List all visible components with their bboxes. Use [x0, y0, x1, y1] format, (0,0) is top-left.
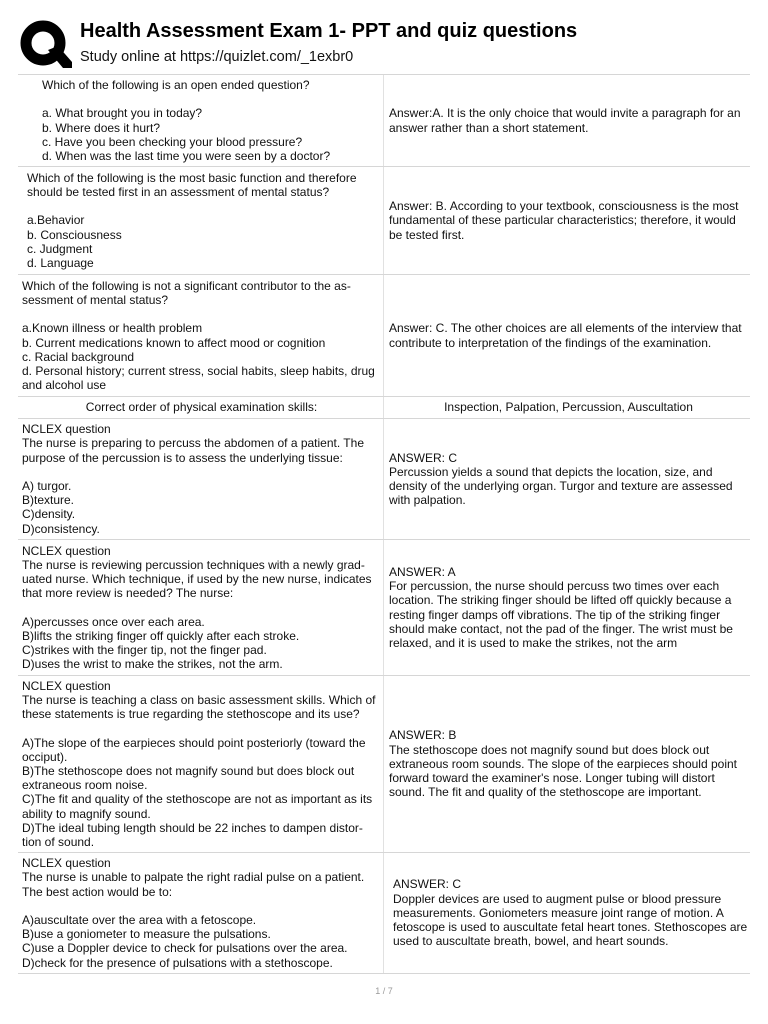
flashcard-term: NCLEX question The nurse is preparing to percuss the abdomen of a patient. The purpose of the percussion is to assess the underlying tissue: A) turgor. B)texture. C)density. D)consistency. — [18, 419, 384, 539]
flashcard-term: Which of the following is the most basic function and therefore should be tested first in an assessment of mental status? a.Behavior b. Consciousness c. Judgment d. Language — [18, 167, 384, 274]
flashcard-row — [18, 274, 750, 396]
flashcard-definition: ANSWER: C Doppler devices are used to augment pulse or blood pressure measurements. Goniometers measure joint range of motion. A fetoscope is used to auscultate fetal heart tones. Stethoscopes are used to auscultate breath, bowel, and heart sounds. — [393, 877, 748, 949]
flashcard-term: NCLEX question The nurse is unable to palpate the right radial pulse on a patient. The best action would be to: A)auscultate over the area with a fetoscope. B)use a goniometer to measure the pulsations. C)use a Doppler device to check for pulsations over the area. D)check for the presence of pulsations with a stethoscope. — [18, 853, 384, 973]
flashcard-definition: Answer: B. According to your textbook, consciousness is the most fundamental of these particular characteristics; therefore, it would be tested first. — [389, 199, 742, 242]
page-indicator: 1 / 7 — [375, 986, 393, 996]
flashcard-row — [18, 675, 750, 852]
flashcard-term: Correct order of physical examination skills: — [18, 397, 384, 418]
flashcard-definition: Answer:A. It is the only choice that would invite a paragraph for an answer rather than a short statement. — [389, 106, 744, 135]
flashcard-definition: Answer: C. The other choices are all elements of the interview that contribute to interpretation of the findings of the examination. — [389, 321, 745, 350]
flashcard-definition: Inspection, Palpation, Percussion, Auscultation — [444, 400, 693, 415]
document-header — [0, 0, 768, 74]
flashcard-term: Which of the following is an open ended question? a. What brought you in today? b. Where does it hurt? c. Have you been checking your blood pressure? d. When was the last time you were seen by a doctor? — [18, 75, 384, 166]
flashcard-definition: ANSWER: B The stethoscope does not magnify sound but does block out extraneous room sounds. The slope of the earpieces should point forward toward the examiner's nose. Longer tubing will distort sound. The fit and quality of the stethoscope are important. — [389, 728, 737, 800]
flashcard-term: NCLEX question The nurse is reviewing percussion techniques with a newly grad-uated nurse. Which technique, if used by the new nurse, indicates that more review is needed? The nurse: A)percusses once over each area. B)lifts the striking finger off quickly after each stroke. C)strikes with the finger tip, not the finger pad. D)uses the wrist to make the strikes, not the arm. — [18, 540, 384, 675]
flashcard-row — [18, 539, 750, 675]
document-title: Health Assessment Exam 1- PPT and quiz questions — [80, 20, 578, 42]
flashcard-term: Which of the following is not a significant contributor to the as-sessment of mental status? a.Known illness or health problem b. Current medications known to affect mood or cognition c. Racial background d. Personal history; current stress, social habits, sleep habits, drug and alcohol use — [18, 275, 384, 396]
flashcard-definition: ANSWER: A For percussion, the nurse should percuss two times over each location. The striking finger should be lifted off quickly because a resting finger damps off vibrations. The tip of the striking finger should make contact, not the pad of the finger. The wrist must be relaxed, and it is used to make the strikes, not the arm — [389, 564, 733, 650]
flashcard-row — [18, 166, 750, 274]
flashcard-row — [18, 396, 750, 418]
flashcard-term: NCLEX question The nurse is teaching a class on basic assessment skills. Which of these statements is true regarding the stethoscope and its use? A)The slope of the earpieces should point posteriorly (toward the occiput). B)The stethoscope does not magnify sound but does block out extraneous room noise. C)The fit and quality of the stethoscope are not as important as its ability to magnify sound. D)The ideal tubing length should be 22 inches to dampen distor-tion of sound. — [18, 676, 384, 852]
flashcard-row — [18, 852, 750, 974]
flashcard-row — [18, 418, 750, 539]
document-subtitle: Study online at https://quizlet.com/_1exbr0 — [80, 49, 354, 65]
flashcard-row — [18, 74, 750, 166]
flashcard-list — [18, 74, 750, 974]
flashcard-definition: ANSWER: C Percussion yields a sound that depicts the location, size, and density of the underlying organ. Turgor and texture are assessed with palpation. — [389, 450, 733, 508]
quizlet-logo-icon — [18, 18, 72, 72]
